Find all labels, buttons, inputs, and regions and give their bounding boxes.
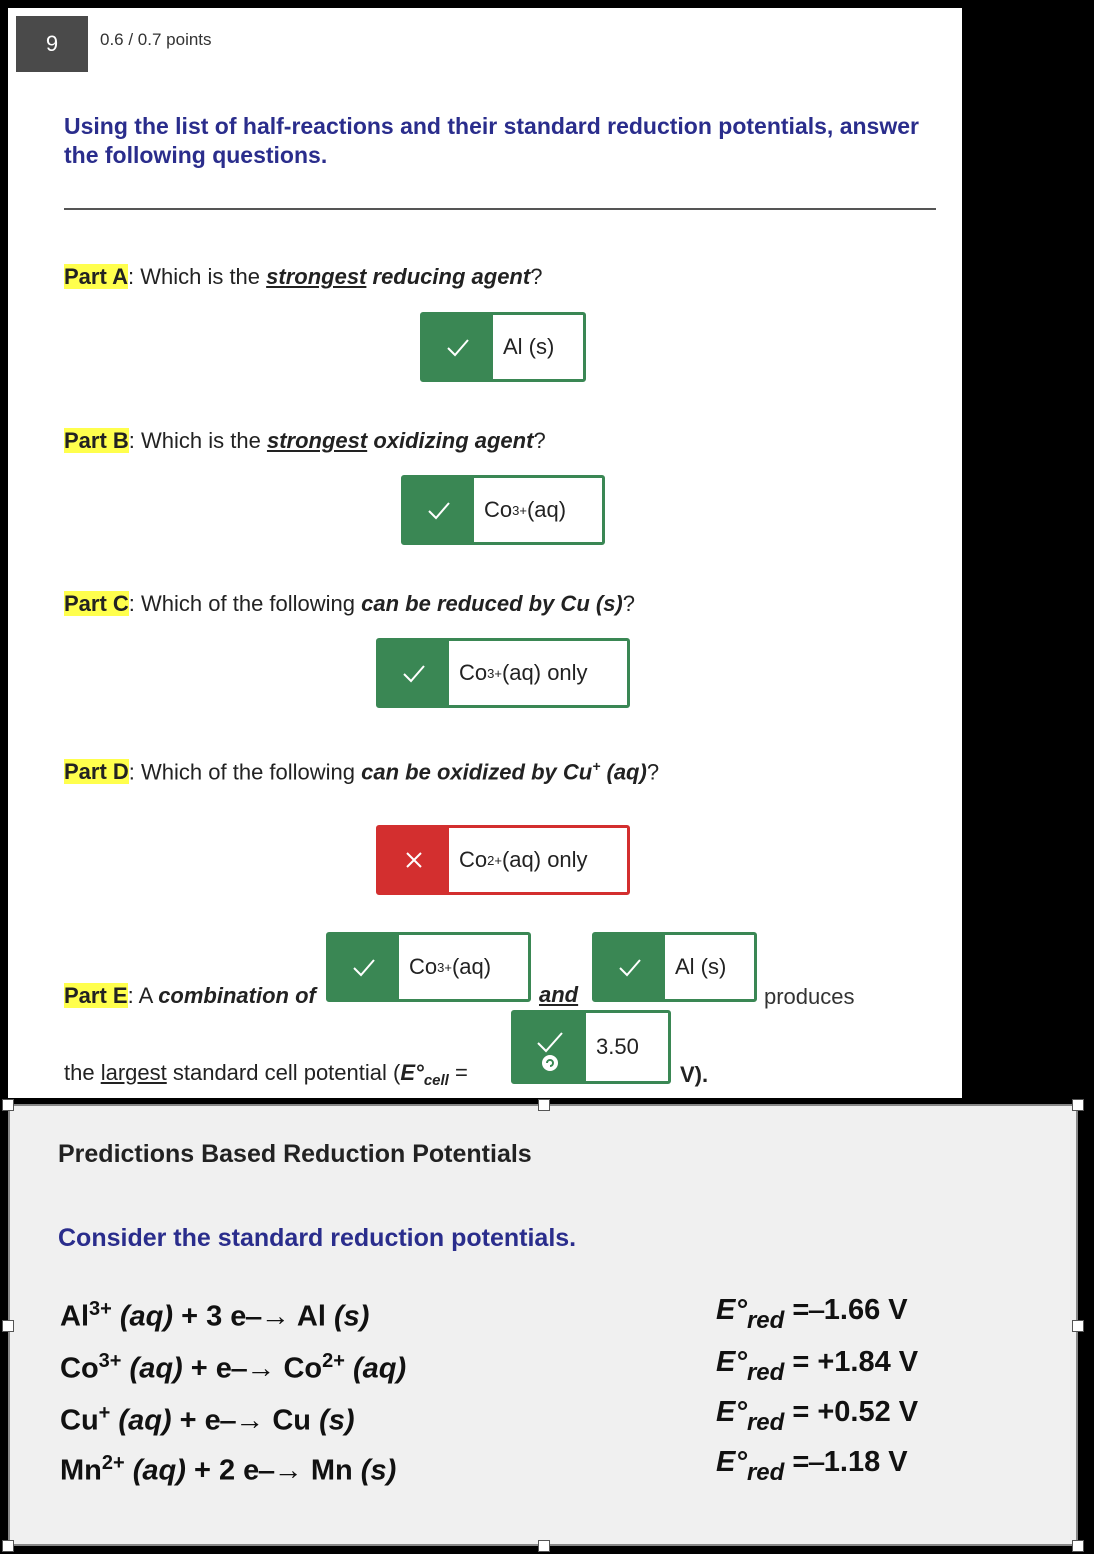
potential-1: $E^\circ_{red}$ =⎯1.66 V xyxy=(716,1294,908,1334)
check-icon xyxy=(329,935,399,999)
part-a-label: Part A xyxy=(64,264,128,289)
part-a-end: ? xyxy=(530,264,543,289)
part-c-emphasis: can be reduced by Cu (s) xyxy=(361,591,623,616)
resize-handle-left[interactable] xyxy=(2,1320,14,1332)
potential-3: $E^\circ_{red} = +0.52$ V xyxy=(716,1396,919,1436)
check-icon xyxy=(595,935,665,999)
resize-handle-bottom-right[interactable] xyxy=(1072,1540,1084,1552)
reaction-3: Cu+ (aq) + e⎯→ Cu (s) xyxy=(60,1402,355,1437)
part-b-question xyxy=(64,428,546,454)
part-d-emphasis-2: (aq) xyxy=(600,759,647,785)
panel-subtitle: Consider the standard reduction potentials. xyxy=(58,1224,577,1252)
part-e-question xyxy=(64,983,316,1009)
part-e-answer-2-text: Al (s) xyxy=(675,954,727,979)
resize-handle-bottom[interactable] xyxy=(538,1540,550,1552)
reaction-4: $Mn^{2+}$ (aq) + 2 e⎯→ Mn (s) xyxy=(60,1452,397,1487)
check-icon xyxy=(404,478,474,542)
part-e-label: Part E xyxy=(64,983,128,1008)
part-d-end: ? xyxy=(646,759,660,785)
resize-handle-right[interactable] xyxy=(1072,1320,1084,1332)
check-icon xyxy=(379,641,449,705)
resize-handle-top-left[interactable] xyxy=(2,1099,14,1111)
resize-handle-bottom-left[interactable] xyxy=(2,1540,14,1552)
part-a-emphasis: strongest xyxy=(266,264,367,289)
part-d-question xyxy=(64,758,659,785)
potential-2: $E^\circ_{red} = +1.84$ V xyxy=(716,1346,919,1386)
part-a-emphasis-2: reducing agent xyxy=(366,264,531,289)
divider xyxy=(64,208,936,210)
part-c-answer-text: Co 3+ (aq) only xyxy=(459,660,588,685)
question-card xyxy=(8,8,962,1098)
part-e-unit: V). xyxy=(680,1062,709,1087)
part-b-answer[interactable] xyxy=(401,475,605,545)
part-e-answer-1[interactable] xyxy=(326,932,531,1002)
part-b-label: Part B xyxy=(64,428,129,453)
part-d-emphasis: can be oxidized by Cu xyxy=(361,759,593,785)
part-b-text: : Which is the xyxy=(128,428,267,453)
potential-4: $E^\circ_{red}$ =⎯1.18 V xyxy=(716,1446,908,1486)
part-b-answer-text: Co 3+ (aq) xyxy=(484,497,567,522)
part-e-answer-1-text: Co 3+ (aq) xyxy=(409,954,492,979)
part-d-label: Part D xyxy=(64,759,129,785)
part-d-answer-text: Co 2+ (aq) only xyxy=(459,847,588,872)
part-d-text: : Which of the following xyxy=(128,759,362,785)
part-c-label: Part C xyxy=(64,591,129,616)
resize-handle-top-right[interactable] xyxy=(1072,1099,1084,1111)
part-e-and: and xyxy=(539,982,579,1007)
resize-handle-top[interactable] xyxy=(538,1099,550,1111)
part-d-sup: + xyxy=(592,758,601,774)
part-e-answer-2[interactable] xyxy=(592,932,757,1002)
part-a-question xyxy=(64,264,542,290)
check-icon xyxy=(423,315,493,379)
question-number: 9 xyxy=(16,16,88,72)
reaction-1: $Al^{3+}$ (aq) + 3 e⎯→ Al (s) xyxy=(60,1298,370,1333)
question-points: 0.6 / 0.7 points xyxy=(100,30,212,49)
close-icon xyxy=(379,828,449,892)
reference-panel xyxy=(8,1104,1078,1546)
part-e-value: 3.50 xyxy=(596,1034,639,1059)
part-b-end: ? xyxy=(533,428,546,453)
part-c-text: : Which of the following xyxy=(128,591,362,616)
part-b-emphasis-2: oxidizing agent xyxy=(367,428,534,453)
question-intro: Using the list of half-reactions and their standard reduction potentials, answer the following questions. xyxy=(64,113,919,168)
panel-title: Predictions Based Reduction Potentials xyxy=(58,1140,532,1168)
part-e-value-input[interactable] xyxy=(511,1010,671,1084)
part-b-emphasis: strongest xyxy=(266,428,368,453)
part-c-answer[interactable] xyxy=(376,638,630,708)
part-e-line-2: the largest standard cell potential ($E^\circ_{cell}$ = xyxy=(64,1060,468,1089)
part-c-end: ? xyxy=(622,591,636,616)
part-a-text: : Which is the xyxy=(127,264,267,289)
reaction-2: $Co^{3+}$ (aq) + e⎯→ $Co^{2+}$ (aq) xyxy=(60,1350,407,1385)
part-c-question xyxy=(64,591,635,617)
part-a-answer-text: Al (s) xyxy=(503,334,555,359)
part-e-emphasis: combination of xyxy=(158,983,316,1008)
part-a-answer[interactable] xyxy=(420,312,586,382)
part-e-produces: produces xyxy=(764,984,855,1009)
part-d-answer[interactable] xyxy=(376,825,630,895)
check-icon xyxy=(514,1013,586,1081)
part-e-text: : A xyxy=(127,983,159,1008)
